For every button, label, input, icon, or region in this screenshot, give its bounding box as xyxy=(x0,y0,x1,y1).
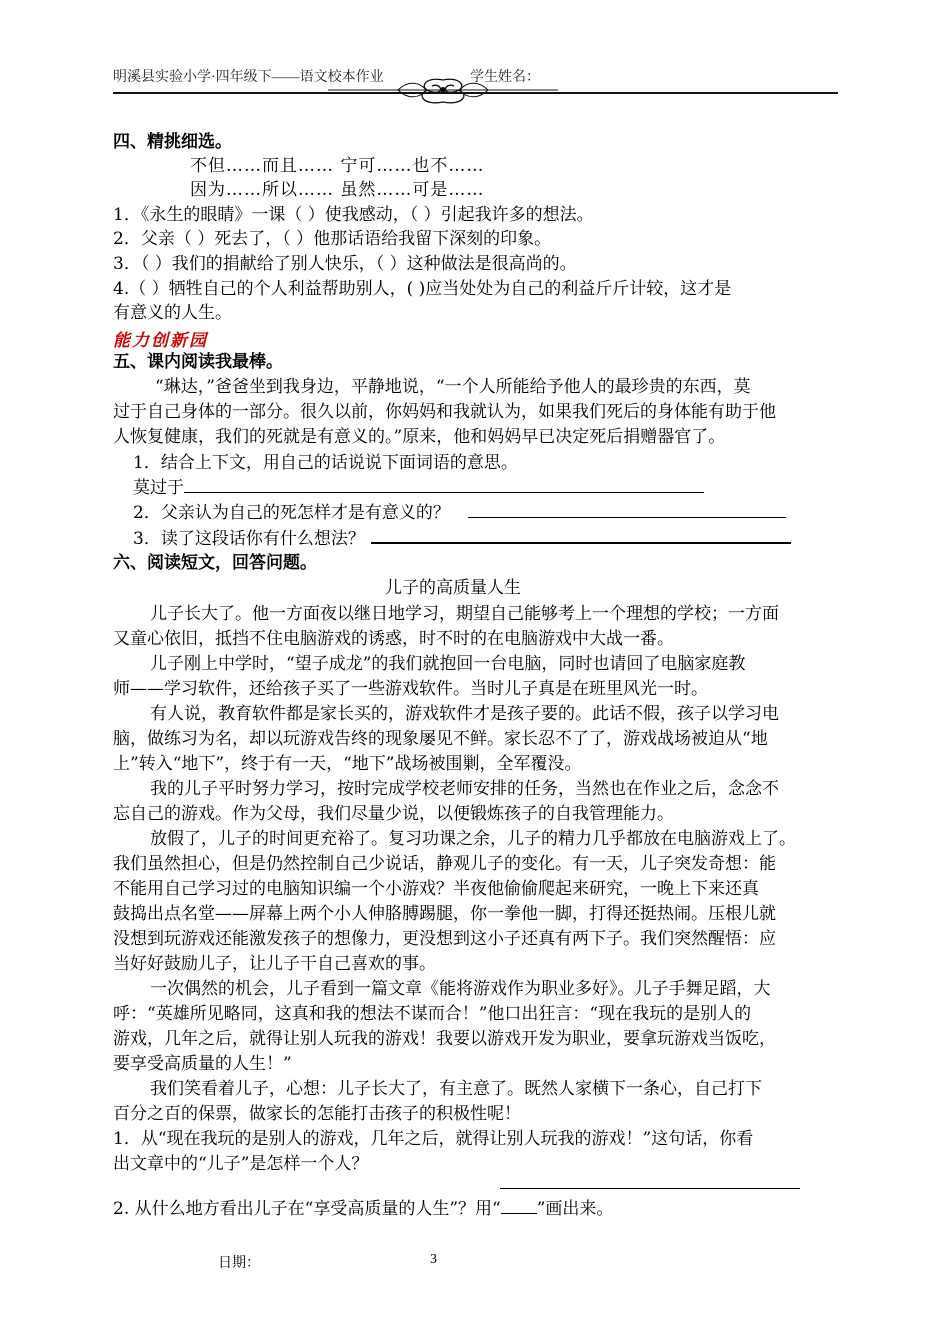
section4-question-2: 2．父亲（ ）死去了，（ ）他那话语给我留下深刻的印象。 xyxy=(113,229,552,249)
article-line: 我们笑看着儿子，心想：儿子长大了，有主意了。既然人家横下一条心，自己打下 xyxy=(150,1079,762,1099)
section5-q1-answer-line[interactable] xyxy=(184,476,704,493)
article-line: 不能用自己学习过的电脑知识编一个小游戏？半夜他偷偷爬起来研究，一晚上下来还真 xyxy=(113,879,759,899)
article-line: 百分之百的保票，做家长的怎能打击孩子的积极性呢！ xyxy=(113,1104,521,1124)
footer-date-label: 日期： xyxy=(218,1256,260,1271)
footer-page-number: 3 xyxy=(430,1252,437,1267)
article-line: 放假了，儿子的时间更充裕了。复习功课之余，儿子的精力几乎都放在电脑游戏上了。 xyxy=(150,829,796,849)
article-line: 有人说，教育软件都是家长买的，游戏软件才是孩子要的。此话不假，孩子以学习电 xyxy=(150,704,779,724)
section5-question-3: 3．读了这段话你有什么想法？ xyxy=(133,529,365,549)
section6-question-1-line1: 1．从“现在我玩的是别人的游戏，几年之后，就得让别人玩我的游戏！”这句话，你看 xyxy=(113,1129,754,1149)
section5-q1-word: 莫过于 xyxy=(133,478,184,498)
section4-options-row2: 因为……所以…… 虽然……可是…… xyxy=(190,180,485,200)
article-line: 儿子长大了。他一方面夜以继日地学习，期望自己能够考上一个理想的学校；一方面 xyxy=(150,604,779,624)
section4-question-4-line1: 4.（ ）牺牲自己的个人利益帮助别人，( )应当处处为自己的利益斤斤计较，这才是 xyxy=(113,279,732,299)
section5-question-2: 2．父亲认为自己的死怎样才是有意义的？ xyxy=(133,503,450,523)
section4-question-3: 3．（ ）我们的捐献给了别人快乐，（ ）这种做法是很高尚的。 xyxy=(113,254,577,274)
article-line: 又童心依旧，抵挡不住电脑游戏的诱惑，时不时的在电脑游戏中大战一番。 xyxy=(113,629,674,649)
section4-options-row1: 不但……而且…… 宁可……也不…… xyxy=(190,156,485,176)
article-line: 师——学习软件，还给孩子买了一些游戏软件。当时儿子真是在班里风光一时。 xyxy=(113,679,708,699)
article-line: 鼓捣出点名堂——屏幕上两个小人伸胳膊踢腿，你一拳他一脚，打得还挺热闹。压根儿就 xyxy=(113,904,776,924)
section4-question-4-line2: 有意义的人生。 xyxy=(113,303,232,323)
ability-innovation-label: 能力创新园 xyxy=(113,331,208,351)
section4-question-1: 1．《永生的眼睛》一课（ ）使我感动，（ ）引起我许多的想法。 xyxy=(113,205,594,225)
article-line: 没想到玩游戏还能激发孩子的想像力，更没想到这小子还真有两下子。我们突然醒悟：应 xyxy=(113,929,776,949)
article-line: 上”转入“地下”，终于有一天，“地下”战场被围剿，全军覆没。 xyxy=(113,754,582,774)
article-line: 要享受高质量的人生！” xyxy=(113,1054,292,1074)
section5-passage-line1: “琳达，”爸爸坐到我身边，平静地说，“一个人所能给予他人的最珍贵的东西，莫 xyxy=(155,377,751,397)
header-rule xyxy=(113,92,838,94)
header-student-name-label: 学生姓名： xyxy=(470,70,540,85)
section6-question-2-suffix: ”画出来。 xyxy=(536,1199,614,1219)
section5-passage-line2: 过于自己身体的一部分。很久以前，你妈妈和我就认为，如果我们死后的身体能有助于他 xyxy=(113,402,776,422)
section4-title: 四、精挑细选。 xyxy=(113,132,232,152)
section5-q3-answer-line[interactable] xyxy=(371,526,791,544)
article-line: 忘自己的游戏。作为父母，我们尽量少说，以便锻炼孩子的自我管理能力。 xyxy=(113,804,674,824)
header-ornament-icon xyxy=(328,74,558,108)
article-line: 脑，做练习为名，却以玩游戏告终的现象屡见不鲜。家长忍不了了，游戏战场被迫从“地 xyxy=(113,729,768,749)
section5-passage-line3: 人恢复健康，我们的死就是有意义的。”原来，他和妈妈早已决定死后捐赠器官了。 xyxy=(113,427,726,447)
section5-q2-answer-line[interactable] xyxy=(468,501,786,518)
section5-question-1: 1．结合上下文，用自己的话说说下面词语的意思。 xyxy=(133,453,518,473)
article-line: 呼：“英雄所见略同，这真和我的想法不谋而合！”他口出狂言：“现在我玩的是别人的 xyxy=(113,1004,752,1024)
section6-question-2-prefix: 2. 从什么地方看出儿子在“享受高质量的人生”？用“ xyxy=(113,1199,501,1219)
article-line: 一次偶然的机会，儿子看到一篇文章《能将游戏作为职业多好》。儿子手舞足蹈，大 xyxy=(150,979,771,999)
article-line: 我们虽然担心，但是仍然控制自己少说话，静观儿子的变化。有一天，儿子突发奇想：能 xyxy=(113,854,776,874)
section6-question-1-line2: 出文章中的“儿子”是怎样一个人？ xyxy=(113,1154,369,1174)
section6-q1-answer-line[interactable] xyxy=(500,1188,800,1189)
article-line: 我的儿子平时努力学习，按时完成学校老师安排的任务，当然也在作业之后，念念不 xyxy=(150,779,779,799)
section5-title: 五、课内阅读我最棒。 xyxy=(113,352,283,372)
header-left-text: 明溪县实验小学·四年级下——语文校本作业 xyxy=(113,70,384,85)
article-line: 儿子刚上中学时，“望子成龙”的我们就抱回一台电脑，同时也请回了电脑家庭教 xyxy=(150,654,746,674)
article-line: 当好好鼓励儿子，让儿子干自己喜欢的事。 xyxy=(113,954,436,974)
article-line: 游戏，几年之后，就得让别人玩我的游戏！我要以游戏开发为职业，要拿玩游戏当饭吃， xyxy=(113,1029,776,1049)
section6-q2-underline-sample xyxy=(501,1197,537,1214)
article-title: 儿子的高质量人生 xyxy=(385,578,521,598)
section6-title: 六、阅读短文，回答问题。 xyxy=(113,553,317,573)
